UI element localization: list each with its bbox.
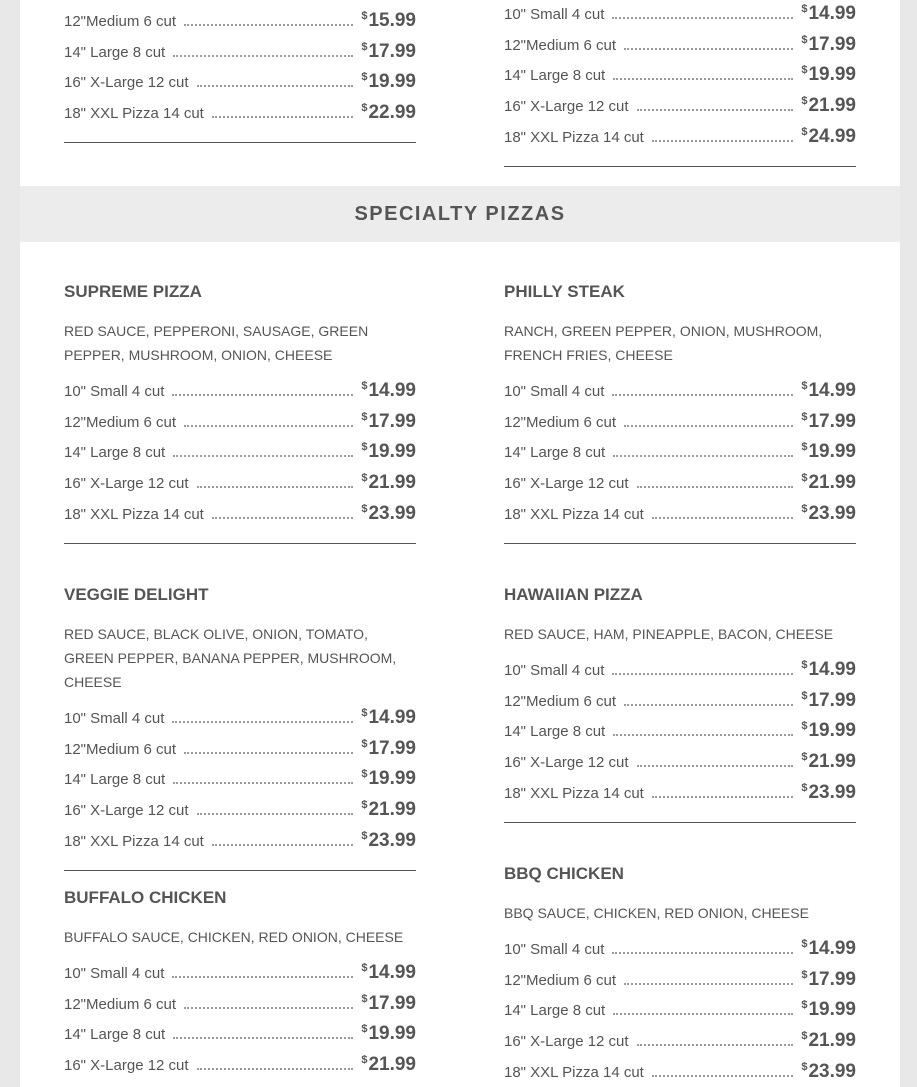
price-row [64,823,416,854]
size-label: 16" X-Large 12 cut [504,1033,629,1051]
price [801,503,856,527]
price [361,993,416,1017]
price-amount: 14.99 [368,706,416,728]
price-amount: 21.99 [808,751,856,773]
price [801,720,856,744]
pizza-description: BUFFALO SAUCE, CHICKEN, RED ONION, CHEESE [64,929,404,945]
price-row [64,762,416,793]
price-row [504,58,856,89]
price [801,380,856,404]
pizza-item-supreme [64,280,416,544]
size-label: 10" Small 4 cut [64,709,165,727]
price-amount: 23.99 [368,502,416,524]
price-amount: 19.99 [808,999,856,1021]
currency-symbol: $ [361,1054,368,1067]
currency-symbol: $ [361,441,368,454]
price-amount: 19.99 [368,768,416,790]
price [361,10,416,34]
dot-leader [652,1075,793,1077]
pizza-item-buffalo-chicken [64,886,416,1078]
pizza-description: RED SAUCE, PEPPERONI, SAUSAGE, GREEN PEPPER, MUSHROOM, ONION, CHEESE [64,323,369,363]
price-row [64,435,416,466]
price-row [504,931,856,962]
price-amount: 14.99 [808,2,856,24]
dot-leader [184,425,353,427]
size-label: 16" X-Large 12 cut [64,74,189,92]
price-row [504,962,856,993]
price [801,1030,856,1054]
size-label: 12"Medium 6 cut [64,413,177,431]
price-row [64,955,416,986]
price-amount: 19.99 [368,71,416,93]
currency-symbol: $ [801,472,808,485]
size-label: 10" Small 4 cut [504,5,605,23]
price [801,999,856,1023]
price [361,1023,416,1047]
dot-leader [172,721,353,723]
currency-symbol: $ [361,71,368,84]
pizza-description: RED SAUCE, BLACK OLIVE, ONION, TOMATO, GREEN PEPPER, BANANA PEPPER, MUSHROOM, CHEESE [64,626,397,690]
price [361,41,416,65]
price [801,690,856,714]
price-amount: 23.99 [808,781,856,803]
dot-leader [173,782,353,784]
price-row [64,34,416,65]
currency-symbol: $ [801,689,808,702]
price-amount: 19.99 [368,1023,416,1045]
size-label: 16" X-Large 12 cut [64,802,189,820]
price-row [504,496,856,527]
pizza-name: VEGGIE DELIGHT [64,585,209,604]
price-row [64,404,416,435]
dot-leader [212,517,353,519]
currency-symbol: $ [361,829,368,842]
pizza-item-hawaiian [504,583,856,823]
dot-leader [212,116,353,118]
currency-symbol: $ [361,799,368,812]
currency-symbol: $ [801,751,808,764]
price-amount: 15.99 [368,9,416,31]
size-label: 14" Large 8 cut [64,43,166,61]
size-label: 14" Large 8 cut [504,67,606,85]
price [801,64,856,88]
pizza-description: RANCH, GREEN PEPPER, ONION, MUSHROOM, FRENCH FRIES, CHEESE [504,323,823,363]
pizza-name: HAWAIIAN PIZZA [504,585,643,604]
dot-leader [173,455,353,457]
price-amount: 17.99 [808,689,856,711]
price [361,71,416,95]
size-label: 14" Large 8 cut [64,771,166,789]
price [801,95,856,119]
price-amount: 21.99 [368,799,416,821]
currency-symbol: $ [801,999,808,1012]
size-label: 18" XXL Pizza 14 cut [64,105,204,123]
currency-symbol: $ [801,968,808,981]
dot-leader [652,140,793,142]
size-label: 12"Medium 6 cut [504,36,617,54]
dot-leader [637,765,794,767]
price [801,3,856,27]
size-label: 12"Medium 6 cut [504,971,617,989]
size-label: 18" XXL Pizza 14 cut [504,784,644,802]
price [361,1054,416,1078]
size-label: 14" Large 8 cut [64,444,166,462]
price-amount: 23.99 [808,1060,856,1082]
price-amount: 19.99 [808,441,856,463]
size-label: 16" X-Large 12 cut [504,754,629,772]
currency-symbol: $ [361,706,368,719]
price-amount: 17.99 [808,968,856,990]
dot-leader [613,78,793,80]
top-right-price-list [504,0,856,167]
price-row [64,986,416,1017]
size-label: 10" Small 4 cut [504,661,605,679]
price [801,411,856,435]
price-row [504,775,856,806]
currency-symbol: $ [801,410,808,423]
price-amount: 21.99 [368,1054,416,1076]
size-label: 18" XXL Pizza 14 cut [504,128,644,146]
price-amount: 14.99 [368,379,416,401]
size-label: 10" Small 4 cut [64,382,165,400]
dot-leader [172,394,353,396]
price-row [504,465,856,496]
size-label: 16" X-Large 12 cut [64,475,189,493]
price [361,830,416,854]
currency-symbol: $ [361,379,368,392]
price-row [64,1017,416,1048]
currency-symbol: $ [361,992,368,1005]
price-row [504,652,856,683]
price-amount: 19.99 [368,441,416,463]
price-row [64,3,416,34]
price-amount: 17.99 [368,737,416,759]
dot-leader [197,1068,354,1070]
currency-symbol: $ [801,441,808,454]
price-row [64,792,416,823]
divider [64,870,416,871]
price-row [504,373,856,404]
price-row [504,119,856,150]
dot-leader [637,1044,794,1046]
size-label: 16" X-Large 12 cut [504,98,629,116]
price [801,472,856,496]
divider [64,543,416,544]
price-row [64,95,416,126]
size-label: 18" XXL Pizza 14 cut [64,505,204,523]
currency-symbol: $ [801,1030,808,1043]
divider [504,822,856,823]
price-amount: 17.99 [808,33,856,55]
pizza-item-veggie-delight [64,583,416,871]
price-amount: 22.99 [368,102,416,124]
currency-symbol: $ [361,961,368,974]
size-label: 12"Medium 6 cut [64,995,177,1013]
price [361,503,416,527]
size-label: 16" X-Large 12 cut [504,475,629,493]
dot-leader [624,983,793,985]
price [361,738,416,762]
size-label: 14" Large 8 cut [64,1026,166,1044]
dot-leader [613,734,793,736]
dot-leader [212,844,353,846]
currency-symbol: $ [801,64,808,77]
price-amount: 17.99 [368,40,416,62]
dot-leader [613,455,793,457]
price-row [64,465,416,496]
dot-leader [184,24,353,26]
currency-symbol: $ [361,410,368,423]
divider [64,142,416,143]
price-amount: 21.99 [808,472,856,494]
dot-leader [612,394,793,396]
price [361,411,416,435]
price-amount: 17.99 [368,410,416,432]
dot-leader [624,425,793,427]
price-amount: 21.99 [808,95,856,117]
price-amount: 24.99 [808,125,856,147]
divider [504,543,856,544]
price [361,472,416,496]
currency-symbol: $ [361,1023,368,1036]
price [801,969,856,993]
section-title: SPECIALTY PIZZAS [354,202,566,225]
price [361,962,416,986]
price-row [504,88,856,119]
price-amount: 21.99 [368,472,416,494]
size-label: 14" Large 8 cut [504,723,606,741]
price-row [504,27,856,58]
size-label: 14" Large 8 cut [504,1002,606,1020]
dot-leader [612,17,793,19]
currency-symbol: $ [361,9,368,22]
price-row [64,373,416,404]
size-label: 18" XXL Pizza 14 cut [504,505,644,523]
price [801,782,856,806]
top-left-price-list [64,3,416,143]
price-amount: 23.99 [808,502,856,524]
price-row [504,0,856,27]
currency-symbol: $ [801,2,808,15]
size-label: 14" Large 8 cut [504,444,606,462]
price-amount: 17.99 [808,410,856,432]
price-amount: 14.99 [808,658,856,680]
price-row [504,683,856,714]
pizza-item-philly-steak [504,280,856,544]
price-row [64,496,416,527]
currency-symbol: $ [801,937,808,950]
dot-leader [173,1037,353,1039]
price-row [504,744,856,775]
price-row [64,1047,416,1078]
currency-symbol: $ [361,472,368,485]
currency-symbol: $ [801,1060,808,1073]
price [361,441,416,465]
dot-leader [184,752,353,754]
price [801,126,856,150]
pizza-name: PHILLY STEAK [504,282,625,301]
currency-symbol: $ [801,95,808,108]
price [801,938,856,962]
currency-symbol: $ [361,40,368,53]
section-header [20,186,900,242]
price-row [64,700,416,731]
price-row [504,1023,856,1054]
price-row [64,731,416,762]
pizza-description: BBQ SAUCE, CHICKEN, RED ONION, CHEESE [504,905,809,921]
dot-leader [184,1007,353,1009]
price-amount: 19.99 [808,720,856,742]
currency-symbol: $ [361,768,368,781]
dot-leader [624,704,793,706]
pizza-description: RED SAUCE, HAM, PINEAPPLE, BACON, CHEESE [504,626,834,642]
currency-symbol: $ [801,658,808,671]
price-amount: 19.99 [808,64,856,86]
currency-symbol: $ [801,502,808,515]
dot-leader [173,55,353,57]
currency-symbol: $ [801,125,808,138]
size-label: 10" Small 4 cut [504,940,605,958]
price [361,768,416,792]
dot-leader [612,952,793,954]
price-amount: 21.99 [808,1030,856,1052]
size-label: 18" XXL Pizza 14 cut [504,1063,644,1081]
price [361,707,416,731]
size-label: 16" X-Large 12 cut [64,1057,189,1075]
price [361,799,416,823]
pizza-item-bbq-chicken [504,862,856,1085]
currency-symbol: $ [361,502,368,515]
size-label: 12"Medium 6 cut [504,692,617,710]
pizza-name: BUFFALO CHICKEN [64,888,227,907]
currency-symbol: $ [801,781,808,794]
price-amount: 14.99 [808,937,856,959]
currency-symbol: $ [801,33,808,46]
pizza-name: BBQ CHICKEN [504,864,624,883]
size-label: 12"Medium 6 cut [504,413,617,431]
size-label: 10" Small 4 cut [64,964,165,982]
price-row [504,435,856,466]
dot-leader [637,109,794,111]
dot-leader [197,813,354,815]
price-row [504,404,856,435]
price-row [504,1054,856,1085]
dot-leader [197,486,354,488]
dot-leader [197,85,354,87]
size-label: 18" XXL Pizza 14 cut [64,832,204,850]
dot-leader [612,673,793,675]
currency-symbol: $ [801,379,808,392]
price-row [504,714,856,745]
divider [504,166,856,167]
pizza-name: SUPREME PIZZA [64,282,202,301]
size-label: 12"Medium 6 cut [64,12,177,30]
price [801,34,856,58]
currency-symbol: $ [361,737,368,750]
size-label: 10" Small 4 cut [504,382,605,400]
price [801,659,856,683]
dot-leader [613,1013,793,1015]
price [361,380,416,404]
price-amount: 14.99 [368,961,416,983]
price [801,1061,856,1085]
price-amount: 23.99 [368,829,416,851]
price-amount: 14.99 [808,379,856,401]
currency-symbol: $ [361,102,368,115]
dot-leader [624,48,793,50]
price-row [504,993,856,1024]
dot-leader [172,976,353,978]
dot-leader [637,486,794,488]
dot-leader [652,796,793,798]
price [801,751,856,775]
size-label: 12"Medium 6 cut [64,740,177,758]
currency-symbol: $ [801,720,808,733]
price-row [64,65,416,96]
price [801,441,856,465]
price [361,102,416,126]
price-amount: 17.99 [368,992,416,1014]
dot-leader [652,517,793,519]
